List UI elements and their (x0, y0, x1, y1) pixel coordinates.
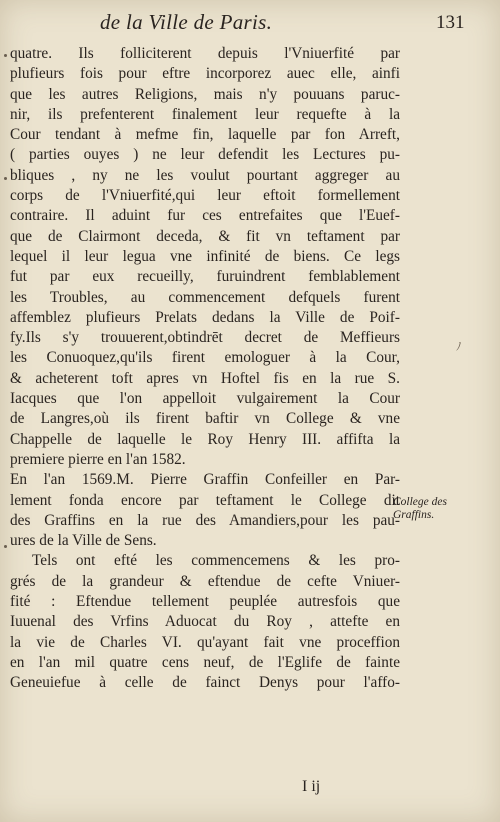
running-head: de la Ville de Paris. (100, 10, 273, 34)
text-line: affemblez plufieurs Prelats dedans la Ville de Poif- (10, 308, 400, 326)
ink-dot (4, 177, 7, 180)
text-line: fité : Eftendue tellement peuplée autresfois que (10, 593, 400, 611)
text-line: ( parties ouyes ) ne leur defendit les Lectures pu- (10, 146, 400, 164)
text-line: Cour tendant à mefme fin, laquelle par fon Arreft, (10, 126, 400, 144)
ink-dot (4, 54, 7, 57)
page-number: 131 (436, 12, 465, 33)
signature-mark: I ij (302, 778, 321, 795)
text-line: premiere pierre en l'an 1582. (10, 450, 186, 468)
text-line: fut par eux recueilly, furuindrent femblablement (10, 268, 400, 286)
text-line: plufieurs fois pour eftre incorporez auec elle, ainfi (10, 65, 400, 83)
text-line: ures de la Ville de Sens. (10, 532, 157, 550)
stray-mark: ﾉ (456, 340, 462, 353)
text-line: lement fonda encore par teftament le College dit (10, 491, 400, 509)
body-text (10, 44, 400, 694)
text-line: & acheterent toft apres vn Hoftel fis en la rue S. (10, 369, 400, 387)
text-line: Tels ont efté les commencemens & les pro- (32, 552, 400, 570)
text-line: fy.Ils s'y trouuerent,obtindrēt decret de Meffieurs (10, 329, 400, 347)
text-line: les Troubles, au commencement defquels furent (10, 288, 400, 306)
text-line: que de Clairmont deceda, & fit vn teftament par (10, 227, 400, 245)
text-line: quatre. Ils folliciterent depuis l'Vniuerfité par (10, 45, 400, 62)
text-line: contraire. Il aduint fur ces entrefaites que l'Euef- (10, 207, 400, 225)
text-line: grés de la grandeur & eftendue de cefte Vniuer- (10, 572, 400, 590)
ink-dot (4, 545, 7, 548)
text-line: Geneuiefue à celle de fainct Denys pour l'affo- (10, 674, 400, 692)
text-line: Iacques que l'on appelloit vulgairement la Cour (10, 390, 400, 408)
page-header (0, 10, 500, 40)
text-line: la vie de Charles VI. qu'ayant fait vne proceffion (10, 633, 400, 651)
text-line: Chappelle de laquelle le Roy Henry III. affifta la (10, 430, 400, 448)
text-line: Iuuenal des Vrfins Aduocat du Roy , attefte en (10, 613, 400, 631)
text-line: en l'an mil quatre cens neuf, de l'Eglife de fainte (10, 653, 400, 671)
text-line: des Graffins en la rue des Amandiers,pour les pau- (10, 511, 400, 529)
text-line: que les autres Religions, mais n'y pouuans paruc- (10, 85, 400, 103)
text-line: En l'an 1569.M. Pierre Graffin Confeiller en Par- (10, 471, 400, 489)
text-line: corps de l'Vniuerfité,qui leur eftoit formellement (10, 187, 400, 205)
text-line: nir, ils prefenterent finalement leur requefte à la (10, 105, 400, 123)
text-line: lequel il leur legua vne infinité de biens. Ce legs (10, 247, 400, 265)
margin-note (393, 496, 463, 522)
text-line: bliques , ny ne les voulut pourtant aggreger au (10, 166, 400, 184)
margin-note-line: College des (393, 496, 447, 508)
text-line: les Conuoquez,qu'ils firent emologuer à la Cour, (10, 349, 400, 367)
text-line: de Langres,où ils firent baftir vn College & vne (10, 410, 400, 428)
margin-note-line: Graffins. (393, 509, 435, 521)
